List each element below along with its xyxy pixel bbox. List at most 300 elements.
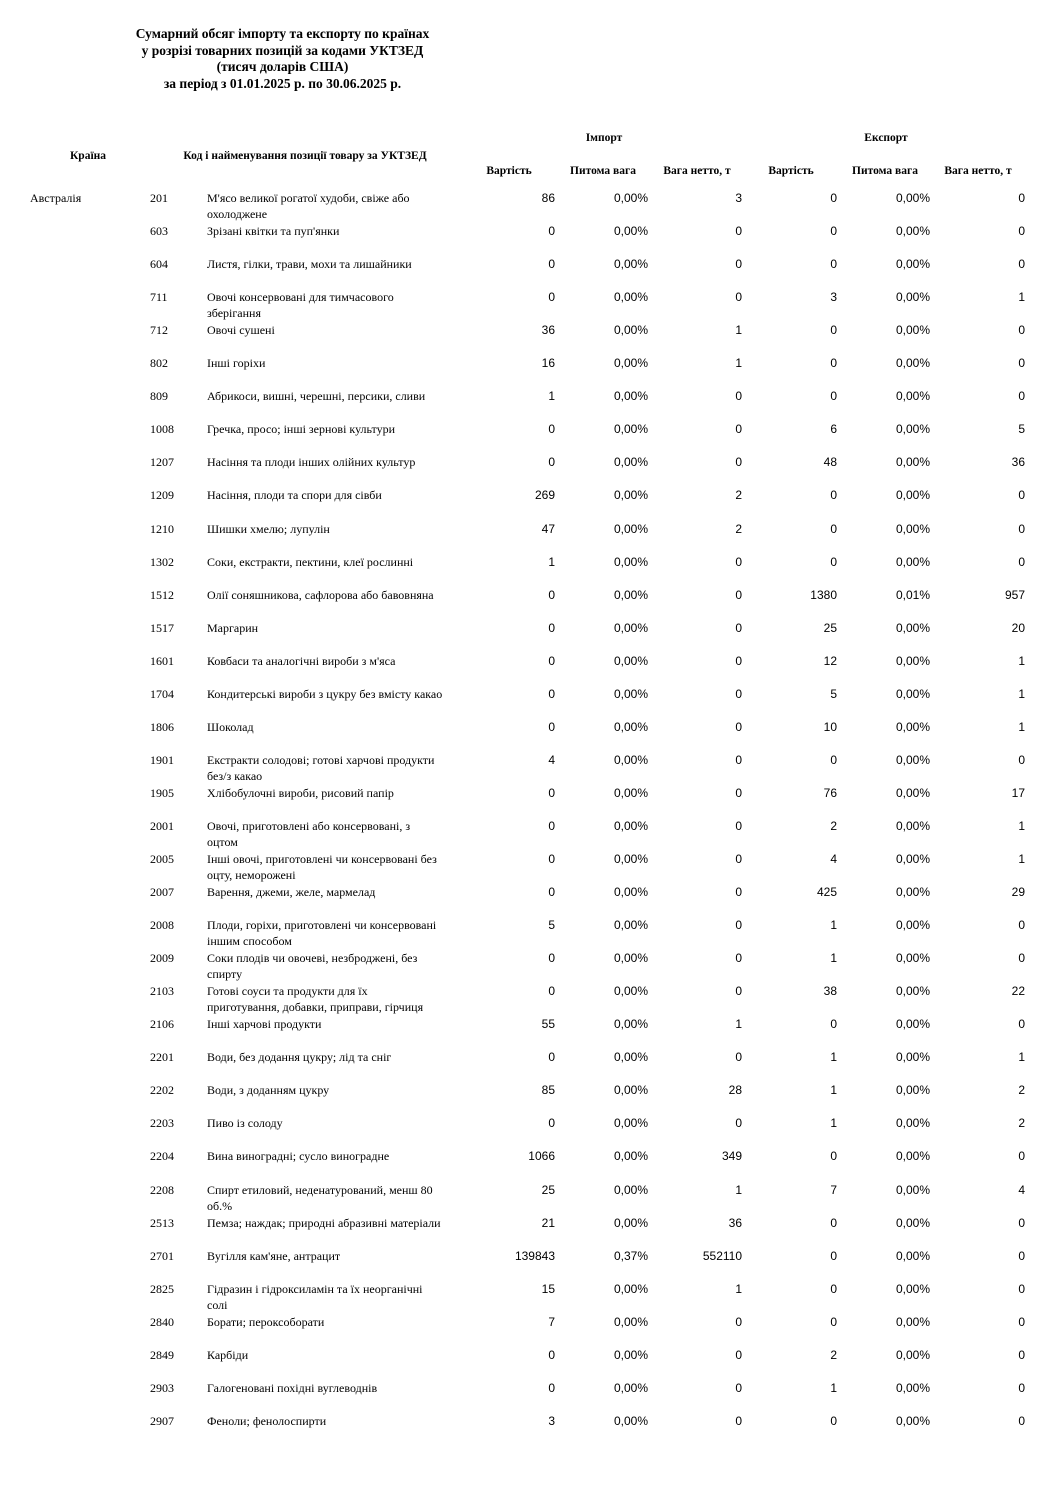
table-row: [0, 521, 1058, 554]
export-value: 10: [823, 719, 837, 734]
export-net-weight: 0: [1018, 1413, 1025, 1428]
table-row: [0, 1148, 1058, 1181]
import-share: 0,37%: [613, 1248, 648, 1263]
import-net-weight: 0: [735, 290, 742, 305]
product-code: 1207: [150, 455, 174, 470]
import-net-weight: 0: [735, 1116, 742, 1131]
export-share: 0,00%: [895, 785, 930, 800]
product-name-line: Абрикоси, вишні, черешні, персики, сливи: [207, 389, 426, 404]
product-name-line: оцтом: [207, 834, 238, 849]
product-name: [207, 1347, 248, 1363]
product-code: 1512: [150, 587, 174, 602]
import-value: 0: [548, 455, 555, 470]
table-row: [0, 1413, 1058, 1446]
header-export: Експорт: [864, 132, 908, 144]
import-value: 0: [548, 686, 555, 701]
table-row: [0, 785, 1058, 818]
product-name: [207, 884, 375, 900]
import-share: 0,00%: [613, 620, 648, 635]
table-row: [0, 1347, 1058, 1380]
export-value: 1: [830, 951, 837, 966]
export-net-weight: 0: [1018, 1380, 1025, 1395]
product-code: 2106: [150, 1017, 174, 1032]
export-share: 0,00%: [895, 1215, 930, 1230]
export-share: 0,00%: [895, 1116, 930, 1131]
export-value: 0: [830, 488, 837, 503]
export-value: 2: [830, 1347, 837, 1362]
header-country: Країна: [69, 150, 107, 162]
import-share: 0,00%: [613, 1083, 648, 1098]
table-row: [0, 1049, 1058, 1082]
import-share: 0,00%: [613, 224, 648, 239]
export-net-weight: 1: [1018, 818, 1025, 833]
export-value: 0: [830, 1215, 837, 1230]
import-net-weight: 1: [735, 323, 742, 338]
export-value: 48: [823, 455, 837, 470]
export-share: 0,00%: [895, 290, 930, 305]
import-value: 1066: [528, 1149, 555, 1164]
product-name: [207, 454, 415, 470]
import-net-weight: 28: [728, 1083, 742, 1098]
import-share: 0,00%: [613, 356, 648, 371]
product-name: [207, 917, 436, 949]
export-share: 0,00%: [895, 1380, 930, 1395]
import-net-weight: 0: [735, 1380, 742, 1395]
product-code: 1302: [150, 554, 174, 569]
export-net-weight: 0: [1018, 1017, 1025, 1032]
product-code: 2103: [150, 984, 174, 999]
header-import-value: Вартість: [486, 165, 532, 177]
import-net-weight: 0: [735, 587, 742, 602]
export-value: 5: [830, 686, 837, 701]
export-net-weight: 1: [1018, 719, 1025, 734]
title-line-1: Сумарний обсяг імпорту та експорту по країнах: [135, 26, 430, 41]
import-net-weight: 1: [735, 1281, 742, 1296]
product-name: [207, 587, 434, 603]
import-net-weight: 0: [735, 422, 742, 437]
import-net-weight: 36: [728, 1215, 742, 1230]
title-line-2: у розрізі товарних позицій за кодами УКТЗЕД: [141, 42, 424, 58]
import-value: 0: [548, 587, 555, 602]
export-share: 0,00%: [895, 620, 930, 635]
export-share: 0,00%: [895, 1017, 930, 1032]
import-net-weight: 0: [735, 885, 742, 900]
product-code: 604: [150, 257, 168, 272]
table-row: [0, 620, 1058, 653]
export-share: 0,00%: [895, 951, 930, 966]
product-name-line: Вина виноградні; сусло виноградне: [207, 1149, 390, 1164]
export-share: 0,00%: [895, 719, 930, 734]
export-value: 1380: [810, 587, 837, 602]
import-net-weight: 0: [735, 554, 742, 569]
table-row: [0, 884, 1058, 917]
table-row: [0, 1248, 1058, 1281]
import-value: 86: [541, 191, 555, 205]
product-name-line: Зрізані квітки та пуп'янки: [207, 224, 340, 239]
import-share: 0,00%: [613, 885, 648, 900]
import-value: 25: [541, 1182, 555, 1197]
product-name: [207, 983, 423, 1015]
import-value: 4: [548, 752, 555, 767]
import-share: 0,00%: [613, 323, 648, 338]
import-net-weight: 2: [735, 488, 742, 503]
import-value: 0: [548, 653, 555, 668]
table-row: [0, 818, 1058, 851]
import-net-weight: 0: [735, 455, 742, 470]
export-net-weight: 0: [1018, 323, 1025, 338]
import-net-weight: 3: [735, 191, 742, 205]
export-value: 0: [830, 1413, 837, 1428]
export-net-weight: 17: [1011, 785, 1025, 800]
export-net-weight: 2: [1018, 1083, 1025, 1098]
export-value: 0: [830, 521, 837, 536]
country-name: Австралія: [30, 191, 82, 205]
product-code: 1008: [150, 422, 174, 437]
export-share: 0,00%: [895, 389, 930, 404]
product-name-line: Соки плодів чи овочеві, незброджені, без: [207, 951, 418, 966]
export-value: 1: [830, 1050, 837, 1065]
import-net-weight: 0: [735, 620, 742, 635]
import-net-weight: 0: [735, 1314, 742, 1329]
table-row: [0, 487, 1058, 520]
product-code: 2701: [150, 1248, 174, 1263]
import-share: 0,00%: [613, 918, 648, 933]
import-net-weight: 0: [735, 785, 742, 800]
export-value: 0: [830, 257, 837, 272]
product-name: [207, 752, 434, 784]
export-share: 0,00%: [895, 686, 930, 701]
product-code: 1704: [150, 686, 174, 701]
import-share: 0,00%: [613, 1116, 648, 1131]
table-row: [0, 355, 1058, 388]
import-net-weight: 0: [735, 918, 742, 933]
import-share: 0,00%: [613, 1182, 648, 1197]
export-value: 3: [830, 290, 837, 305]
import-value: 139843: [514, 1248, 555, 1263]
export-share: 0,00%: [895, 653, 930, 668]
import-value: 85: [541, 1083, 555, 1098]
export-net-weight: 957: [1004, 587, 1025, 602]
product-name: [207, 1281, 423, 1313]
export-net-weight: 36: [1011, 455, 1025, 470]
table-row: [0, 256, 1058, 289]
export-value: 0: [830, 554, 837, 569]
import-share: 0,00%: [613, 818, 648, 833]
import-value: 0: [548, 719, 555, 734]
import-net-weight: 1: [735, 1182, 742, 1197]
import-value: 0: [548, 1116, 555, 1131]
product-name-line: Насіння та плоди інших олійних культур: [207, 455, 416, 470]
import-share: 0,00%: [613, 1413, 648, 1428]
export-share: 0,00%: [895, 257, 930, 272]
import-value: 0: [548, 1050, 555, 1065]
export-share: 0,00%: [895, 918, 930, 933]
import-value: 16: [541, 356, 555, 371]
product-name-line: Хлібобулочні вироби, рисовий папір: [207, 785, 394, 800]
export-net-weight: 1: [1018, 1050, 1025, 1065]
product-code: 2009: [150, 951, 174, 966]
export-share: 0,00%: [895, 1314, 930, 1329]
product-code: 1209: [150, 488, 174, 503]
export-value: 0: [830, 1248, 837, 1263]
product-name-line: Вугілля кам'яне, антрацит: [207, 1248, 341, 1263]
export-value: 0: [830, 1281, 837, 1296]
product-name-line: без/з какао: [207, 768, 263, 783]
export-value: 0: [830, 356, 837, 371]
table-row: [0, 752, 1058, 785]
table-row: [0, 1380, 1058, 1413]
product-name-line: Інші харчові продукти: [207, 1017, 322, 1032]
import-value: 0: [548, 984, 555, 999]
product-name: [207, 851, 437, 883]
product-name: [207, 1148, 389, 1164]
export-net-weight: 22: [1011, 984, 1025, 999]
export-share: 0,00%: [895, 1182, 930, 1197]
table-row: [0, 587, 1058, 620]
product-name-line: Соки, екстракти, пектини, клеї рослинні: [207, 554, 414, 569]
product-name: [207, 653, 395, 669]
export-value: 0: [830, 1017, 837, 1032]
product-name-line: Борати; пероксоборати: [207, 1314, 325, 1329]
product-name-line: Екстракти солодові; готові харчові продукти: [207, 752, 435, 767]
product-name-line: солі: [207, 1297, 228, 1312]
product-name-line: охолоджене: [207, 207, 268, 221]
header-export-share: Питома вага: [852, 165, 918, 177]
table-row: [0, 1082, 1058, 1115]
import-share: 0,00%: [613, 1380, 648, 1395]
import-share: 0,00%: [613, 1149, 648, 1164]
product-code: 712: [150, 323, 168, 338]
product-name: [207, 1380, 377, 1396]
product-name: [207, 1215, 441, 1231]
import-share: 0,00%: [613, 422, 648, 437]
import-value: 47: [541, 521, 555, 536]
table-row: [0, 223, 1058, 256]
product-code: 2849: [150, 1347, 174, 1362]
product-code: 2903: [150, 1380, 174, 1395]
table-row: [0, 1314, 1058, 1347]
product-code: 1517: [150, 620, 174, 635]
table-row: [0, 388, 1058, 421]
import-share: 0,00%: [613, 752, 648, 767]
table-row: [0, 851, 1058, 884]
import-net-weight: 1: [735, 1017, 742, 1032]
table-row: [0, 1182, 1058, 1215]
product-name-line: Маргарин: [207, 620, 259, 635]
export-net-weight: 5: [1018, 422, 1025, 437]
import-share: 0,00%: [613, 290, 648, 305]
import-value: 0: [548, 951, 555, 966]
export-net-weight: 1: [1018, 686, 1025, 701]
import-value: 1: [548, 389, 555, 404]
product-name-line: Овочі консервовані для тимчасового: [207, 290, 394, 305]
import-value: 0: [548, 818, 555, 833]
header-import-share: Питома вага: [570, 165, 636, 177]
product-name: [207, 1082, 329, 1098]
export-share: 0,00%: [895, 1149, 930, 1164]
import-net-weight: 0: [735, 1347, 742, 1362]
export-value: 0: [830, 224, 837, 239]
import-value: 21: [541, 1215, 555, 1230]
product-name: [207, 620, 258, 636]
import-net-weight: 0: [735, 719, 742, 734]
product-name: [207, 1248, 340, 1264]
header-export-value: Вартість: [768, 165, 814, 177]
export-value: 2: [830, 818, 837, 833]
export-share: 0,00%: [895, 422, 930, 437]
product-name: [207, 388, 425, 404]
import-net-weight: 0: [735, 389, 742, 404]
table-row: [0, 719, 1058, 752]
product-name: [207, 818, 410, 850]
product-name-line: Феноли; фенолоспирти: [207, 1413, 327, 1428]
product-name-line: об.%: [207, 1198, 233, 1213]
product-name-line: спирту: [207, 967, 243, 982]
product-name: [207, 1115, 283, 1131]
export-net-weight: 0: [1018, 257, 1025, 272]
product-code: 2825: [150, 1281, 174, 1296]
export-share: 0,00%: [895, 488, 930, 503]
product-name-line: Води, з доданням цукру: [207, 1083, 330, 1098]
import-value: 7: [548, 1314, 555, 1329]
export-net-weight: 0: [1018, 389, 1025, 404]
export-net-weight: 2: [1018, 1116, 1025, 1131]
product-name-line: М'ясо великої рогатої худоби, свіже або: [207, 191, 410, 205]
export-net-weight: 0: [1018, 191, 1025, 205]
export-value: 425: [816, 885, 837, 900]
import-share: 0,00%: [613, 852, 648, 866]
export-value: 1: [830, 918, 837, 933]
product-name: [207, 1182, 433, 1214]
product-code: 2001: [150, 818, 174, 833]
export-value: 38: [823, 984, 837, 999]
export-value: 6: [830, 422, 837, 437]
table-row: [0, 1281, 1058, 1314]
import-share: 0,00%: [613, 984, 648, 999]
export-value: 1: [830, 1083, 837, 1098]
import-net-weight: 552110: [702, 1248, 742, 1263]
product-code: 2008: [150, 918, 174, 933]
product-name-line: Овочі, приготовлені або консервовані, з: [207, 818, 411, 833]
table-row: [0, 983, 1058, 1016]
product-code: 2840: [150, 1314, 174, 1329]
product-code: 2005: [150, 852, 174, 866]
export-share: 0,00%: [895, 885, 930, 900]
product-name-line: Пиво із солоду: [207, 1116, 283, 1131]
import-share: 0,00%: [613, 488, 648, 503]
product-code: 1601: [150, 653, 174, 668]
export-share: 0,00%: [895, 554, 930, 569]
table-row: [0, 917, 1058, 950]
product-code: 1905: [150, 785, 174, 800]
product-name-line: оцту, неморожені: [207, 868, 296, 882]
export-net-weight: 0: [1018, 1149, 1025, 1164]
export-net-weight: 4: [1018, 1182, 1025, 1197]
import-net-weight: 0: [735, 752, 742, 767]
table-row: [0, 1016, 1058, 1049]
export-net-weight: 20: [1011, 620, 1025, 635]
import-share: 0,00%: [613, 587, 648, 602]
export-value: 12: [823, 653, 837, 668]
export-net-weight: 0: [1018, 1347, 1025, 1362]
export-net-weight: 1: [1018, 653, 1025, 668]
product-name-line: Овочі сушені: [207, 323, 275, 338]
header-export-weight: Вага нетто, т: [944, 165, 1012, 177]
header-import: Імпорт: [585, 132, 623, 144]
export-net-weight: 0: [1018, 1248, 1025, 1263]
product-name: [207, 487, 382, 503]
import-net-weight: 0: [735, 818, 742, 833]
import-share: 0,00%: [613, 521, 648, 536]
title-line-3: (тисяч доларів США): [216, 59, 349, 74]
import-share: 0,00%: [613, 653, 648, 668]
export-net-weight: 1: [1018, 290, 1025, 305]
import-share: 0,00%: [613, 1050, 648, 1065]
import-value: 0: [548, 1380, 555, 1395]
export-net-weight: 0: [1018, 918, 1025, 933]
table-row: [0, 950, 1058, 983]
export-net-weight: 29: [1011, 885, 1025, 900]
export-value: 0: [830, 1314, 837, 1329]
product-name-line: Листя, гілки, трави, мохи та лишайники: [207, 257, 412, 272]
product-name-line: Шишки хмелю; лупулін: [207, 521, 330, 536]
import-share: 0,00%: [613, 191, 648, 205]
export-net-weight: 1: [1018, 852, 1025, 866]
table-row: [0, 1215, 1058, 1248]
product-name-line: іншим способом: [207, 934, 292, 949]
table-row: [0, 653, 1058, 686]
product-name-line: приготування, добавки, приправи, гірчиця: [207, 1000, 424, 1015]
export-share: 0,00%: [895, 323, 930, 338]
import-value: 0: [548, 224, 555, 239]
product-code: 2513: [150, 1215, 174, 1230]
import-net-weight: 1: [735, 356, 742, 371]
import-value: 0: [548, 290, 555, 305]
export-value: 0: [830, 752, 837, 767]
header-code-name: Код і найменування позиції товару за УКТЗЕД: [183, 150, 427, 162]
import-net-weight: 349: [721, 1149, 742, 1164]
import-share: 0,00%: [613, 1215, 648, 1230]
product-name: [207, 289, 394, 321]
import-share: 0,00%: [613, 719, 648, 734]
export-net-weight: 0: [1018, 951, 1025, 966]
export-share: 0,00%: [895, 1248, 930, 1263]
product-code: 2203: [150, 1116, 174, 1131]
import-net-weight: 0: [735, 984, 742, 999]
product-name: [207, 1314, 324, 1330]
product-name: [207, 1049, 391, 1065]
product-name-line: Спирт етиловий, неденатурований, менш 80: [207, 1182, 433, 1197]
product-name: [207, 554, 413, 570]
product-name-line: Кондитерські вироби з цукру без вмісту какао: [207, 686, 443, 701]
table-row: [0, 421, 1058, 454]
product-code: 809: [150, 389, 168, 404]
product-code: 1210: [150, 521, 174, 536]
product-name-line: зберігання: [207, 306, 261, 321]
export-net-weight: 0: [1018, 1281, 1025, 1296]
import-net-weight: 0: [735, 951, 742, 966]
export-share: 0,01%: [895, 587, 930, 602]
export-share: 0,00%: [895, 752, 930, 767]
product-code: 603: [150, 224, 168, 239]
product-name: [207, 256, 412, 272]
table-row: [0, 322, 1058, 355]
import-share: 0,00%: [613, 554, 648, 569]
product-name-line: Інші овочі, приготовлені чи консервовані без: [207, 852, 437, 866]
product-code: 711: [150, 290, 168, 305]
export-net-weight: 0: [1018, 1215, 1025, 1230]
product-name: [207, 190, 410, 222]
